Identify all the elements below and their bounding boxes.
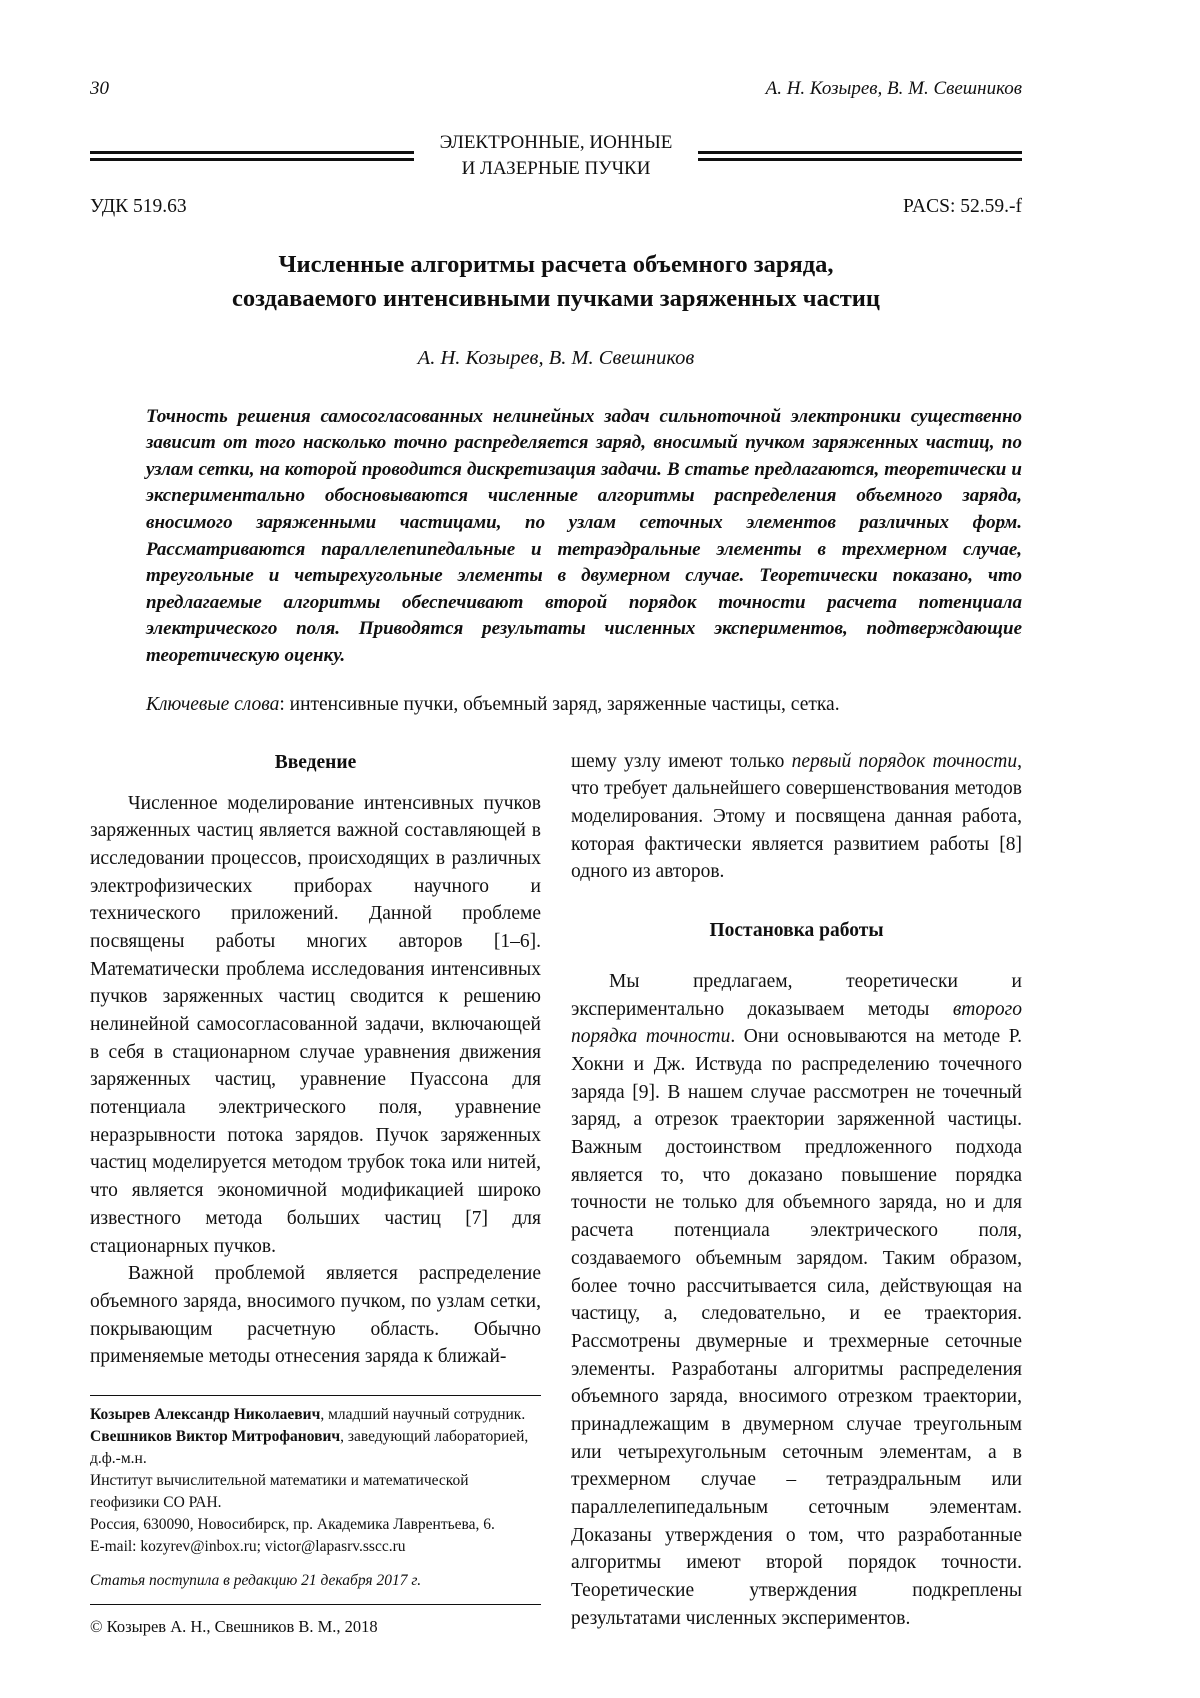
- section-banner: [90, 130, 1022, 182]
- intro-continuation-text-1: шему узлу имеют только: [571, 750, 792, 772]
- running-head: [90, 78, 1022, 100]
- double-rule-right: [698, 151, 1022, 161]
- intro-continuation-text-2: , что требует дальнейшего совершенствования методов моделирования. Этому и посвящена данная работа, которая фактически является развитием работы [8] одного из авторов.: [571, 750, 1022, 883]
- footnote-author-1: [90, 1404, 541, 1426]
- footnote-author-1-name: Козырев Александр Николаевич: [90, 1405, 321, 1423]
- statement-heading: Постановка работы: [709, 919, 884, 941]
- author-footnote: [90, 1395, 541, 1638]
- footnote-received-date: Статья поступила в редакцию 21 декабря 2017 г.: [90, 1571, 422, 1589]
- article-authors: А. Н. Козырев, В. М. Свешников: [417, 346, 695, 369]
- article-title-line2: создаваемого интенсивными пучками заряженных частиц: [231, 284, 881, 312]
- copyright-line: © Козырев А. Н., Свешников В. М., 2018: [90, 1616, 378, 1636]
- statement-text-1: Мы предлагаем, теоретически и экспериментально доказываем методы: [571, 970, 1022, 1020]
- right-column: [571, 748, 1022, 1639]
- footnote-author-1-role: , младший научный сотрудник.: [320, 1405, 526, 1423]
- intro-heading: Введение: [274, 751, 357, 773]
- footnote-author-2-role: , заведующий лабораторией, д.ф.-м.н.: [90, 1427, 529, 1467]
- footnote-email: E-mail: kozyrev@inbox.ru; victor@lapasrv.sscc.ru: [90, 1537, 406, 1555]
- intro-continuation-paragraph: [571, 748, 1022, 886]
- abstract-paragraph: Точность решения самосогласованных нелинейных задач сильноточной электроники существенно зависит от того насколько точно распределяется заряд, вносимый пучком заряженных частиц, по узлам сетки, на которой проводится дискретизация задачи. В статье предлагаются, теоретически и экспериментально обосновываются численные алгоритмы распределения объемного заряда, вносимого заряженными частицами, по узлам сеточных элементов различных форм. Рассматриваются параллелепипедальные и тетраэдральные элементы в трехмерном случае, треугольные и четырехугольные элементы в двумерном случае. Теоретически показано, что предлагаемые алгоритмы обеспечивают второй порядок точности расчета потенциала электрического поля. Приводятся результаты численных экспериментов, подтверждающие теоретическую оценку.: [146, 405, 1022, 666]
- page-content: [90, 78, 1022, 1638]
- footnote-rule-bottom: [90, 1604, 541, 1605]
- intro-continuation-italic: первый порядок точности: [791, 750, 1018, 772]
- keywords-line: [146, 694, 1022, 716]
- section-title-line2: И ЛАЗЕРНЫЕ ПУЧКИ: [461, 158, 651, 180]
- footnote-rule-top: [90, 1395, 541, 1396]
- statement-text-2: . Они основываются на методе Р. Хокни и Дж. Иствуда по распределению точечного заряда [9]. В нашем случае рассмотрен не точечный заряд, а отрезок траектории заряженной частицы. Важным достоинством предложенного подхода является то, что доказано повышение порядка точности не только для объемного заряда, но и для расчета потенциала электрического поля, создаваемого объемным зарядом. Таким образом, более точно рассчитывается сила, действующая на частицу, а, следовательно, и ее траектория. Рассмотрены двумерные и трехмерные сеточные элементы. Разработаны алгоритмы распределения объемного заряда, вносимого отрезком траектории, принадлежащим в двумерном случае треугольным или четырехугольным сеточным элементам, а в трехмерном случае – тетраэдральным или параллелепипедальным сеточным элементам. Доказаны утверждения о том, что разработанные алгоритмы имеют второй порядок точности. Теоретические утверждения подкреплены результатами численных экспериментов.: [571, 1026, 1022, 1629]
- double-rule-left: [90, 151, 414, 161]
- codes-row: [90, 196, 1022, 218]
- running-head-authors: А. Н. Козырев, В. М. Свешников: [765, 78, 1022, 99]
- footnote-address: Россия, 630090, Новосибирск, пр. Академика Лаврентьева, 6.: [90, 1515, 495, 1533]
- keywords-text: : интенсивные пучки, объемный заряд, заряженные частицы, сетка.: [279, 693, 840, 715]
- intro-paragraph-2: Важной проблемой является распределение объемного заряда, вносимого пучком, по узлам сетки, покрывающим расчетную область. Обычно применяемые методы отнесения заряда к ближай-: [90, 1263, 541, 1368]
- left-column: [90, 748, 541, 1639]
- keywords-label: Ключевые слова: [146, 693, 280, 715]
- udk-code: УДК 519.63: [90, 196, 187, 218]
- section-title: [440, 130, 673, 182]
- section-title-line1: ЭЛЕКТРОННЫЕ, ИОННЫЕ: [439, 132, 673, 153]
- article-title-line1: Численные алгоритмы расчета объемного заряда,: [278, 251, 834, 279]
- pacs-code: PACS: 52.59.-f: [902, 196, 1022, 218]
- footnote-affiliation: Институт вычислительной математики и математической геофизики СО РАН.: [90, 1471, 469, 1511]
- footnote-author-2-name: Свешников Виктор Митрофанович: [90, 1427, 341, 1445]
- statement-paragraph: [571, 968, 1022, 1633]
- statement-italic: второго порядка точности: [571, 998, 1022, 1048]
- page-number: 30: [90, 78, 109, 99]
- article-title: [90, 248, 1022, 314]
- footnote-author-2: [90, 1426, 541, 1470]
- intro-paragraph-1: Численное моделирование интенсивных пучков заряженных частиц является важной составляющей в исследовании процессов, происходящих в различных электрофизических приборах научного и технического приложений. Данной проблеме посвящены работы многих авторов [1–6]. Математически проблема исследования интенсивных пучков заряженных частиц сводится к решению нелинейной самосогласованной задачи, включающей в себя в стационарном случае уравнения движения заряженных частиц, уравнение Пуассона для потенциала электрического поля, уравнение неразрывности потока зарядов. Пучок заряженных частиц моделируется методом трубок тока или нитей, что является экономичной модификацией широко известного метода больших частиц [7] для стационарных пучков.: [90, 792, 541, 1257]
- two-column-body: [90, 748, 1022, 1639]
